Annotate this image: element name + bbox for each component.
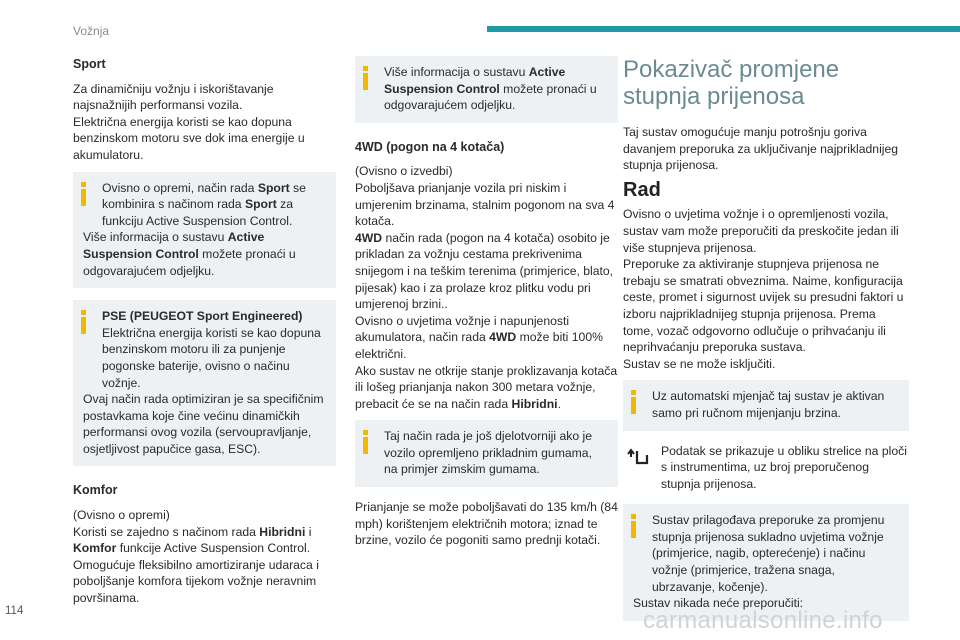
awd-paragraph: (Ovisno o izvedbi) Poboljšava prianjanje vozila pri niskim i umjerenim brzinama, stalnim pogonom na sva 4 kotača. 4WD način rada (pogon na 4 kotača) osobito je prikladan za vožnju cestama prekrivenima snijegom i na teškim terenima (primjerice, blato, pijesak) kao i za prolaze kroz plitku vodu pri umjerenoj brzini.. Ovisno o uvjetima vožnje i napunjenosti akumulatora, način rada 4WD može biti 100% električni. Ako sustav ne otkrije stanje proklizavanja kotača ili lošeg prianjanja nakon 300 metara vožnje, prebacit će se na način rada Hibridni. (355, 164, 618, 411)
komfor-paragraph: (Ovisno o opremi) Koristi se zajedno s načinom rada Hibridni i Komfor funkcije Active Suspension Control. Omogućuje fleksibilno amortiziranje udaraca i poboljšanje komfora tijekom vožnje neravnim površinama. (73, 508, 319, 606)
section-title: Pokazivač promjene stupnja prijenosa (623, 56, 840, 110)
info-note-pse: PSE (PEUGEOT Sport Engineered) Električna energija koristi se kao dopuna benzinskom motoru ili za punjenje pogonske baterije, ovisno o načinu vožnje. Ovaj način rada optimiziran je sa specifičnim postavkama koje čine većinu dinamičkih performansi ovog vozila (servoupravljanje, osjetljivost papučice gasa, ESC). (73, 300, 336, 466)
awd-heading: 4WD (pogon na 4 kotača) (355, 139, 505, 154)
info-icon (631, 514, 636, 539)
header-accent-bar (487, 26, 960, 32)
watermark: carmanualsonline.info (643, 607, 883, 634)
info-icon (81, 310, 86, 335)
page-number: 114 (5, 605, 24, 617)
info-icon (363, 430, 368, 455)
column-middle (355, 56, 618, 557)
info-note-asc: Više informacija o sustavu Active Suspension Control možete pronaći u odgovarajućem odjeljku. (355, 56, 618, 123)
info-icon (363, 66, 368, 91)
gear-indicator-note: Podatak se prikazuje u obliku strelice na ploči s instrumentima, uz broj preporučenog stupnja prijenosa. (623, 443, 909, 493)
info-note-adaptation: Sustav prilagođava preporuke za promjenu stupnja prijenosa sukladno uvjetima vožnje (primjerice, nagib, opterećenje) i načinu vožnje (primjerice, tražena snaga, ubrzavanje, kočenje). Sustav nikada neće preporučiti: (623, 504, 909, 621)
gear-shift-arrow-icon (623, 443, 651, 471)
traction-paragraph: Prianjanje se može poboljšavati do 135 km/h (84 mph) korištenjem električnih motora; iznad te brzine, vozilo će pogoniti samo prednji kotači. (355, 500, 618, 548)
info-note-sport: Ovisno o opremi, način rada Sport se kombinira s načinom rada Sport za funkciju Active Suspension Control. Više informacija o sustavu Active Suspension Control možete pronaći u odgovarajućem odjeljku. (73, 172, 336, 289)
column-right (623, 56, 909, 633)
rad-heading: Rad (623, 178, 661, 201)
info-icon (631, 390, 636, 415)
sport-heading: Sport (73, 57, 106, 71)
column-left (73, 56, 336, 615)
section-header: Vožnja (73, 24, 110, 38)
sport-paragraph: Za dinamičniju vožnju i iskorištavanje najsnažnijih performansi vozila. Električna energija koristi se kao dopuna benzinskom motoru sve dok ima energije u akumulatoru. (73, 81, 305, 162)
intro-paragraph: Taj sustav omogućuje manju potrošnju goriva davanjem preporuka za uključivanje najprikladnijeg stupnja prijenosa. (623, 125, 899, 173)
rad-paragraph: Ovisno o uvjetima vožnje i o opremljenosti vozila, sustav vam može preporučiti da preskočite jedan ili više stupnjeva prijenosa. Preporuke za aktiviranje stupnjeva prijenosa ne trebaju se smatrati obveznima. Naime, konfiguracija ceste, promet i sigurnost uvijek su presudni faktori u izboru najprikladnijeg stupnja prijenosa. Prema tome, vozač odgovorno odlučuje o prihvaćanju ili neprihvaćanju preporuka sustava. Sustav se ne može isključiti. (623, 207, 904, 371)
info-icon (81, 182, 86, 207)
komfor-heading: Komfor (73, 483, 118, 498)
info-note-automatic: Uz automatski mjenjač taj sustav je aktivan samo pri ručnom mijenjanju brzina. (623, 380, 909, 430)
info-note-tyres: Taj način rada je još djelotvorniji ako je vozilo opremljeno prikladnim gumama, na primjer zimskim gumama. (355, 420, 618, 487)
